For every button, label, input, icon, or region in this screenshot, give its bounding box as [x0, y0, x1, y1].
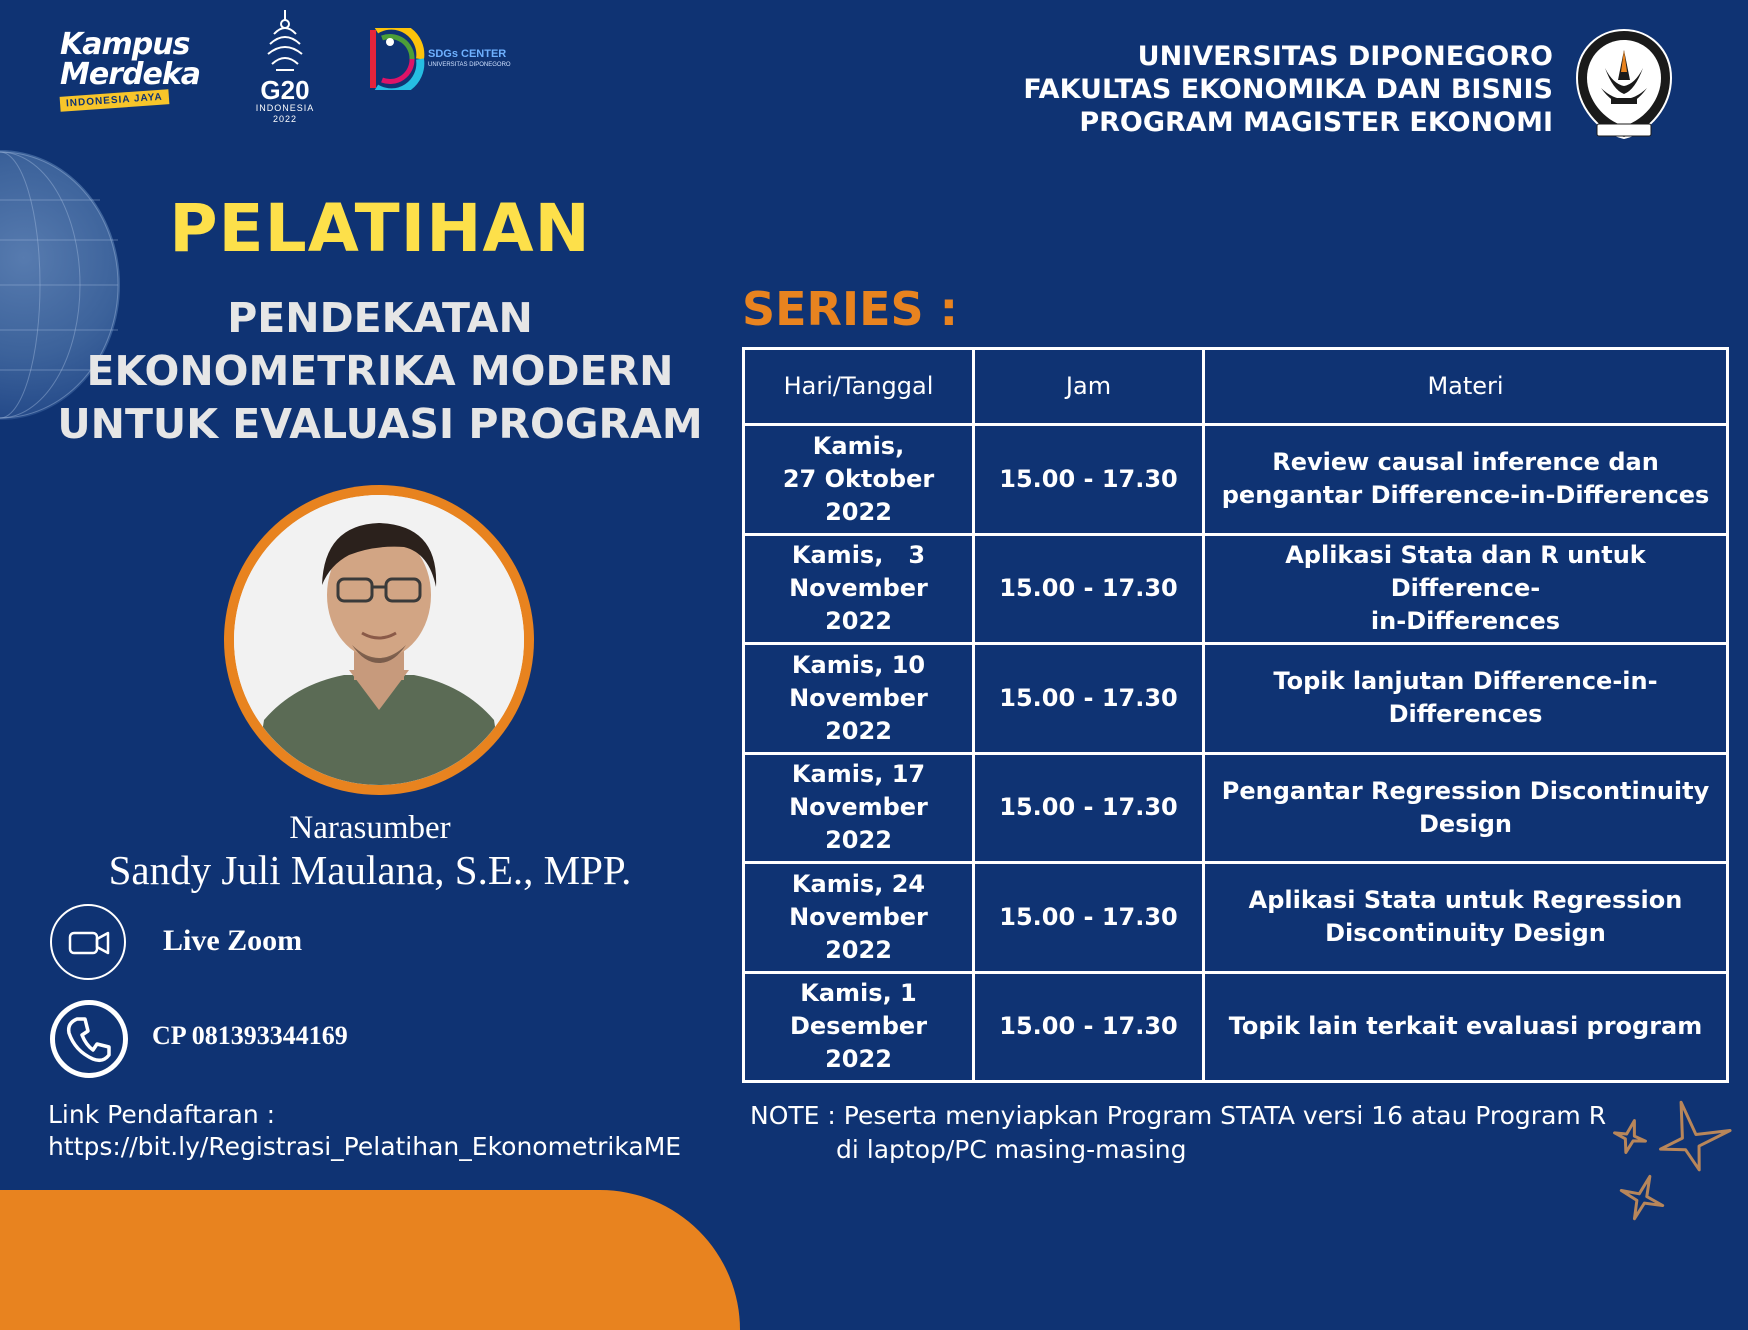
speaker-portrait-icon: [234, 495, 524, 785]
topic-line1: Review causal inference dan: [1272, 448, 1659, 477]
phone-icon: [55, 1005, 123, 1073]
topic-line1: Aplikasi Stata untuk Regression: [1248, 886, 1683, 915]
row-date: [744, 534, 974, 644]
contact-person: CP 081393344169: [152, 1021, 348, 1050]
g20-sub1: INDONESIA: [255, 103, 315, 113]
kampus-merdeka-line2: Merdeka: [60, 57, 201, 92]
schedule-table: [742, 347, 1729, 1083]
topic-line1: Aplikasi Stata dan R untuk Difference-: [1285, 541, 1646, 603]
series-heading: SERIES :: [742, 282, 959, 336]
row-date: [744, 972, 974, 1082]
g20-title: G20: [260, 75, 310, 105]
topic-line1: Pengantar Regression Discontinuity: [1221, 776, 1710, 805]
row-topic: [1204, 972, 1728, 1082]
date-line2: November 2022: [789, 902, 928, 964]
kampus-merdeka-band: INDONESIA JAYA: [60, 89, 170, 112]
kampus-merdeka-logo: [60, 27, 210, 110]
row-time: 15.00 - 17.30: [974, 425, 1204, 535]
row-date: [744, 753, 974, 863]
header-time: Jam: [974, 349, 1204, 425]
date-line1: Kamis, 17: [791, 760, 926, 789]
topic-line2: Differences: [1388, 700, 1543, 729]
date-line1: Kamis, 3: [791, 541, 926, 570]
schedule-header-row: [744, 349, 1728, 425]
topic-line1: Topik lain terkait evaluasi program: [1228, 1012, 1703, 1041]
schedule-row: [744, 534, 1728, 644]
event-title: PELATIHAN: [169, 190, 591, 267]
note-line1: NOTE : Peserta menyiapkan Program STATA versi 16 atau Program R: [750, 1101, 1607, 1130]
speaker-label: Narasumber: [289, 810, 451, 846]
row-time: 15.00 - 17.30: [974, 644, 1204, 754]
schedule-row: [744, 972, 1728, 1082]
sparkle-stars-icon: [1590, 1095, 1748, 1240]
row-topic: [1204, 425, 1728, 535]
row-time: 15.00 - 17.30: [974, 534, 1204, 644]
topic-line1: Topik lanjutan Difference-in-: [1273, 667, 1658, 696]
university-header: [1023, 40, 1553, 139]
schedule-row: [744, 644, 1728, 754]
phone-icon-circle: [50, 1000, 128, 1078]
zoom-label: Live Zoom: [163, 924, 303, 957]
sdgs-title: SDGs CENTER: [428, 48, 507, 60]
date-line2: November 2022: [789, 793, 928, 855]
row-time: 15.00 - 17.30: [974, 972, 1204, 1082]
program-name: PROGRAM MAGISTER EKONOMI: [1079, 107, 1553, 138]
video-camera-icon: [52, 906, 124, 978]
row-topic: [1204, 534, 1728, 644]
row-time: 15.00 - 17.30: [974, 753, 1204, 863]
kampus-merdeka-line1: Kampus: [60, 27, 190, 62]
speaker-photo: [234, 495, 524, 785]
zoom-icon-circle: [50, 904, 126, 980]
registration-link[interactable]: https://bit.ly/Registrasi_Pelatihan_EkonometrikaME: [48, 1132, 682, 1161]
schedule-row: [744, 425, 1728, 535]
note-line2: di laptop/PC masing-masing: [836, 1135, 1187, 1164]
date-line1: Kamis,: [812, 431, 905, 460]
row-date: [744, 425, 974, 535]
row-time: 15.00 - 17.30: [974, 863, 1204, 973]
schedule-row: [744, 863, 1728, 973]
registration-link-label: Link Pendaftaran :: [48, 1100, 276, 1129]
topic-line2: in-Differences: [1370, 607, 1561, 636]
row-date: [744, 863, 974, 973]
topic-line2: Design: [1419, 809, 1512, 838]
event-subtitle: [0, 292, 760, 451]
g20-logo: [245, 8, 325, 125]
row-topic: [1204, 863, 1728, 973]
row-topic: [1204, 644, 1728, 754]
event-subtitle-line3: UNTUK EVALUASI PROGRAM: [57, 400, 703, 448]
orange-corner-decoration: [0, 1190, 740, 1330]
event-subtitle-line1: PENDEKATAN: [227, 294, 533, 342]
university-name: UNIVERSITAS DIPONEGORO: [1137, 41, 1553, 72]
date-line2: November 2022: [789, 683, 928, 745]
topic-line2: pengantar Difference-in-Differences: [1221, 481, 1710, 510]
header-date: Hari/Tanggal: [744, 349, 974, 425]
g20-sub2: 2022: [272, 114, 298, 124]
topic-line2: Discontinuity Design: [1325, 919, 1606, 948]
header-topic: Materi: [1204, 349, 1728, 425]
date-line1: Kamis, 10: [791, 650, 926, 679]
date-line1: Kamis, 24: [791, 869, 926, 898]
date-line2: Desember 2022: [789, 1012, 928, 1074]
row-date: [744, 644, 974, 754]
faculty-name: FAKULTAS EKONOMIKA DAN BISNIS: [1023, 74, 1553, 105]
speaker-name: Sandy Juli Maulana, S.E., MPP.: [108, 847, 632, 893]
date-line2: 27 Oktober 2022: [782, 464, 935, 526]
date-line1: Kamis, 1: [800, 979, 917, 1008]
schedule-row: [744, 753, 1728, 863]
row-topic: [1204, 753, 1728, 863]
g20-ornament-icon: [262, 8, 308, 72]
university-seal-icon: [1575, 28, 1673, 140]
sdgs-subtitle: UNIVERSITAS DIPONEGORO: [428, 62, 511, 68]
event-subtitle-line2: EKONOMETRIKA MODERN: [86, 347, 674, 395]
date-line2: November 2022: [789, 574, 928, 636]
